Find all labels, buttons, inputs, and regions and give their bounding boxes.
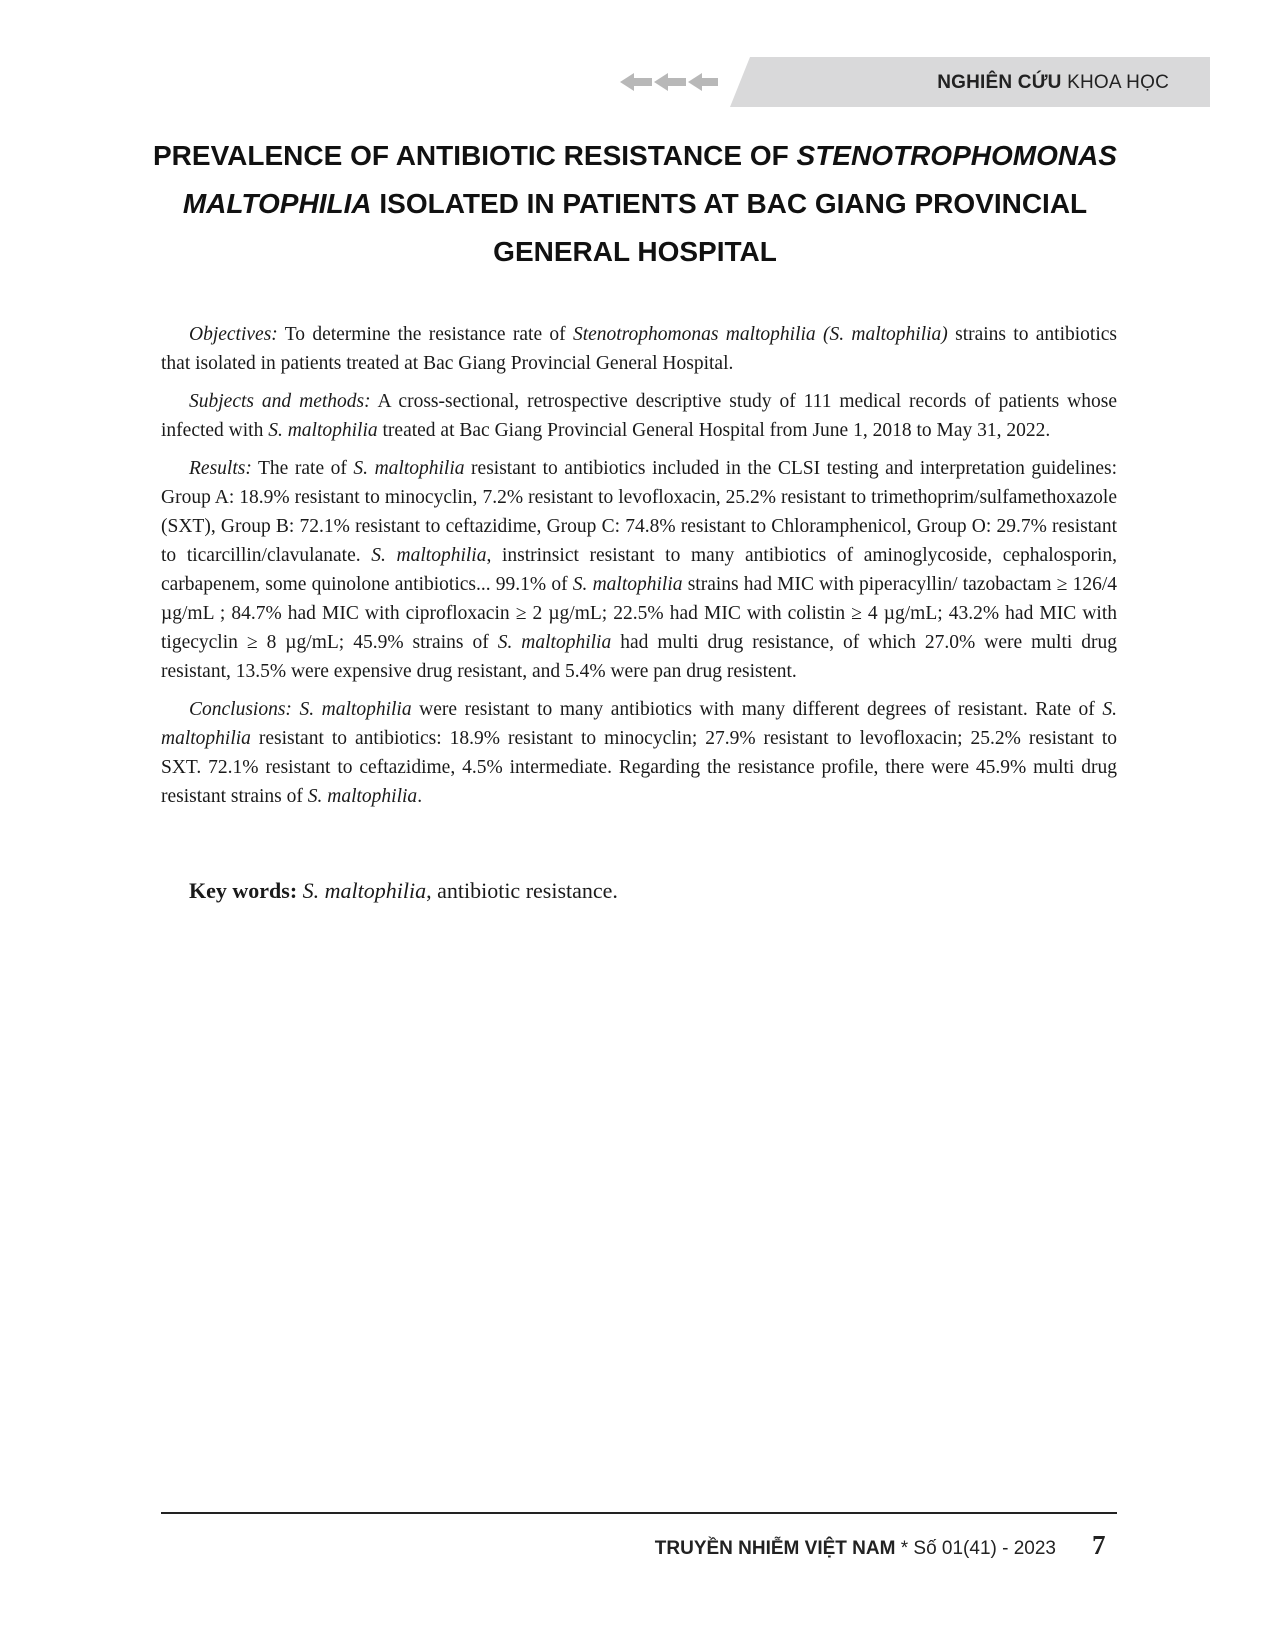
keywords-label: Key words: (189, 878, 298, 903)
page-number: 7 (1092, 1530, 1106, 1560)
objectives-text-2: strains to antibiotics that isolated in patients treated at Bac Giang Provincial General Hospital. (161, 324, 1118, 374)
results-text-2: resistant to antibiotics included in the CLSI testing and interpretation guidelines: Group A: 18.9% resistant to minocyclin, 7.2% resistant to levofloxacin, 25.2% resistant to trimethoprim/sulfamethoxazole (SXT), Group B: 72.1% resistant to ceftazidime, Group C: 74.8% resistant to Chloramphenicol, Group O: 29.7% resistant to ticarcillin/clavulanate. (161, 458, 1117, 566)
results-text-5: had multi drug resistance, of which 27.0% were multi drug resistant, 13.5% were expensive drug resistant, and 5.4% were pan drug resistent. (161, 632, 1118, 682)
keyword-species: S. maltophilia (302, 878, 427, 903)
title-line3: GENERAL HOSPITAL (493, 236, 777, 267)
footer-rule (161, 1512, 1117, 1514)
methods-text-2: treated at Bac Giang Provincial General Hospital from June 1, 2018 to May 31, 2022. (377, 420, 1051, 441)
conclusions-text-2: resistant to antibiotics: 18.9% resistant to minocyclin; 27.9% resistant to levofloxacin; 25.2% resistant to SXT. 72.1% resistant to ceftazidime, 4.5% intermediate. Regarding the resistance profile, there were 45.9% multi drug resistant strains of (161, 728, 1117, 807)
journal-name: TRUYỀN NHIỄM VIỆT NAM (654, 1538, 896, 1559)
methods-text-1: A cross-sectional, retrospective descriptive study of 111 medical records of patients whose infected with (161, 391, 1117, 441)
keywords (189, 878, 618, 904)
section-label-rest: KHOA HỌC (1061, 72, 1169, 93)
results-text-3: , instrinsict resistant to many antibiotics of aminoglycoside, cephalosporin, carbapenem, some quinolone antibiotics... 99.1% of (161, 545, 1117, 595)
species-name: Stenotrophomonas maltophilia (S. maltophilia) (572, 324, 948, 345)
results-label: Results: (189, 458, 252, 479)
footer-separator: * (895, 1538, 914, 1559)
species-name: S. maltophilia (307, 786, 418, 807)
issue-number: Số 01(41) - 2023 (913, 1538, 1056, 1559)
title-line1-italic: STENOTROPHOMONAS (796, 140, 1117, 171)
objectives-paragraph (161, 320, 1117, 378)
results-paragraph (161, 454, 1117, 686)
section-label (937, 72, 1169, 94)
title-line1-text: PREVALENCE OF ANTIBIOTIC RESISTANCE OF (153, 140, 797, 171)
species-name: S. maltophilia (161, 699, 1117, 749)
results-text-4: strains had MIC with piperacyllin/ tazobactam ≥ 126/4 µg/mL ; 84.7% had MIC with ciprofloxacin ≥ 2 µg/mL; 22.5% had MIC with colistin ≥ 4 µg/mL; 43.2% had MIC with tigecyclin ≥ 8 µg/mL; 45.9% strains of (161, 574, 1117, 653)
results-text-1: The rate of (251, 458, 354, 479)
title-line2-text: ISOLATED IN PATIENTS AT BAC GIANG PROVINCIAL (371, 188, 1088, 219)
species-name: S. maltophilia (572, 574, 683, 595)
abstract (161, 320, 1117, 820)
methods-paragraph (161, 387, 1117, 445)
title-line2-italic: MALTOPHILIA (182, 188, 372, 219)
species-name: S. maltophilia (497, 632, 612, 653)
section-label-bold: NGHIÊN CỨU (937, 72, 1062, 93)
species-name: S. maltophilia (371, 545, 487, 566)
footer-journal (655, 1538, 1056, 1560)
objectives-text-1: To determine the resistance rate of (277, 324, 573, 345)
article-title (140, 132, 1130, 276)
methods-label: Subjects and methods: (189, 391, 371, 412)
conclusions-text-3: . (417, 786, 423, 807)
objectives-label: Objectives: (189, 324, 278, 345)
conclusions-label: Conclusions: S. maltophilia (189, 699, 412, 720)
conclusions-text-1: were resistant to many antibiotics with many different degrees of resistant. Rate of (411, 699, 1103, 720)
conclusions-paragraph (161, 695, 1117, 811)
back-arrows-icon (620, 70, 720, 94)
species-name: S. maltophilia (268, 420, 378, 441)
keywords-text: , antibiotic resistance. (426, 878, 618, 903)
species-name: S. maltophilia (353, 458, 465, 479)
